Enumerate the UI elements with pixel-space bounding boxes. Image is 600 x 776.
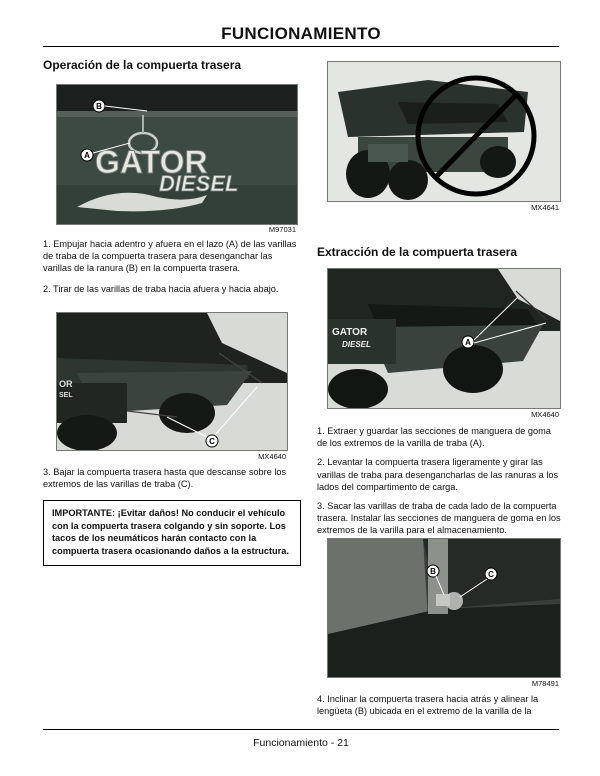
section-title-operation: Operación de la compuerta trasera <box>43 58 242 72</box>
callout-c: C <box>209 437 215 446</box>
left-step-1: 1. Empujar hacia adentro y afuera en el lazo (A) de las varillas de traba de la compuerta trasera para desenganchar las varillas de la ranura (B) en la compuerta trasera. <box>43 239 297 274</box>
figure-id-m97031: M97031 <box>268 225 296 234</box>
callout-b: B <box>96 102 102 111</box>
figure-id-mx4640-right: MX4640 <box>531 410 559 419</box>
callout-c-2: C <box>488 570 494 579</box>
figure-id-m78491: M78491 <box>531 679 559 688</box>
callout-a: A <box>84 151 90 160</box>
gator-text: GATOR <box>95 144 208 180</box>
figure-tailgate-lowered <box>56 312 288 451</box>
footer-rule <box>43 729 559 730</box>
page-header-title: FUNCIONAMIENTO <box>221 24 381 43</box>
right-step-2: 2. Levantar la compuerta trasera ligeramente y girar las varillas de traba para desengancharlas de las ranuras a los lados del compartimento de carga. <box>317 457 559 492</box>
diesel-text: DIESEL <box>159 171 239 196</box>
important-warning-box <box>43 500 301 566</box>
figure-tab-alignment <box>327 538 561 678</box>
callout-b-2: B <box>430 567 436 576</box>
figure-prohibited-driving <box>327 61 561 202</box>
figure-tailgate-logo <box>56 84 298 225</box>
page-footer: Funcionamiento - 21 <box>253 737 349 749</box>
figure-tailgate-removal <box>327 268 561 409</box>
callout-a-2: A <box>465 338 471 347</box>
left-step-2: 2. Tirar de las varillas de traba hacia afuera y hacia abajo. <box>43 283 279 294</box>
gator-text-2: GATOR <box>332 327 368 338</box>
right-step-1: 1. Extraer y guardar las secciones de manguera de goma de los extremos de la varilla de traba (A). <box>317 426 551 449</box>
section-title-removal: Extracción de la compuerta trasera <box>317 245 518 259</box>
right-step-3: 3. Sacar las varillas de traba de cada lado de la compuerta trasera. Instalar las secciones de manguera de goma en los extremos de la varilla para el almacenamiento. <box>317 501 561 536</box>
figure-id-mx4641: MX4641 <box>531 203 559 212</box>
header-rule <box>43 46 559 47</box>
right-step-4: 4. Inclinar la compuerta trasera hacia atrás y alinear la lengüeta (B) ubicada en el extremo de la varilla de la <box>317 694 539 717</box>
important-warning-text: IMPORTANTE: ¡Evitar daños! No conducir el vehículo con la compuerta trasera colgando y sin soporte. Los tacos de los neumáticos harán contacto con la compuerta trasera ocasionando daños a la estructura. <box>52 508 289 556</box>
diesel-text-2: DIESEL <box>342 340 371 349</box>
figure-id-mx4640-left: MX4640 <box>258 452 286 461</box>
left-step-3: 3. Bajar la compuerta trasera hasta que descanse sobre los extremos de las varillas de traba (C). <box>43 467 287 490</box>
svg-text:OR: OR <box>59 379 73 389</box>
left-column <box>43 58 303 72</box>
svg-text:SEL: SEL <box>59 392 73 399</box>
